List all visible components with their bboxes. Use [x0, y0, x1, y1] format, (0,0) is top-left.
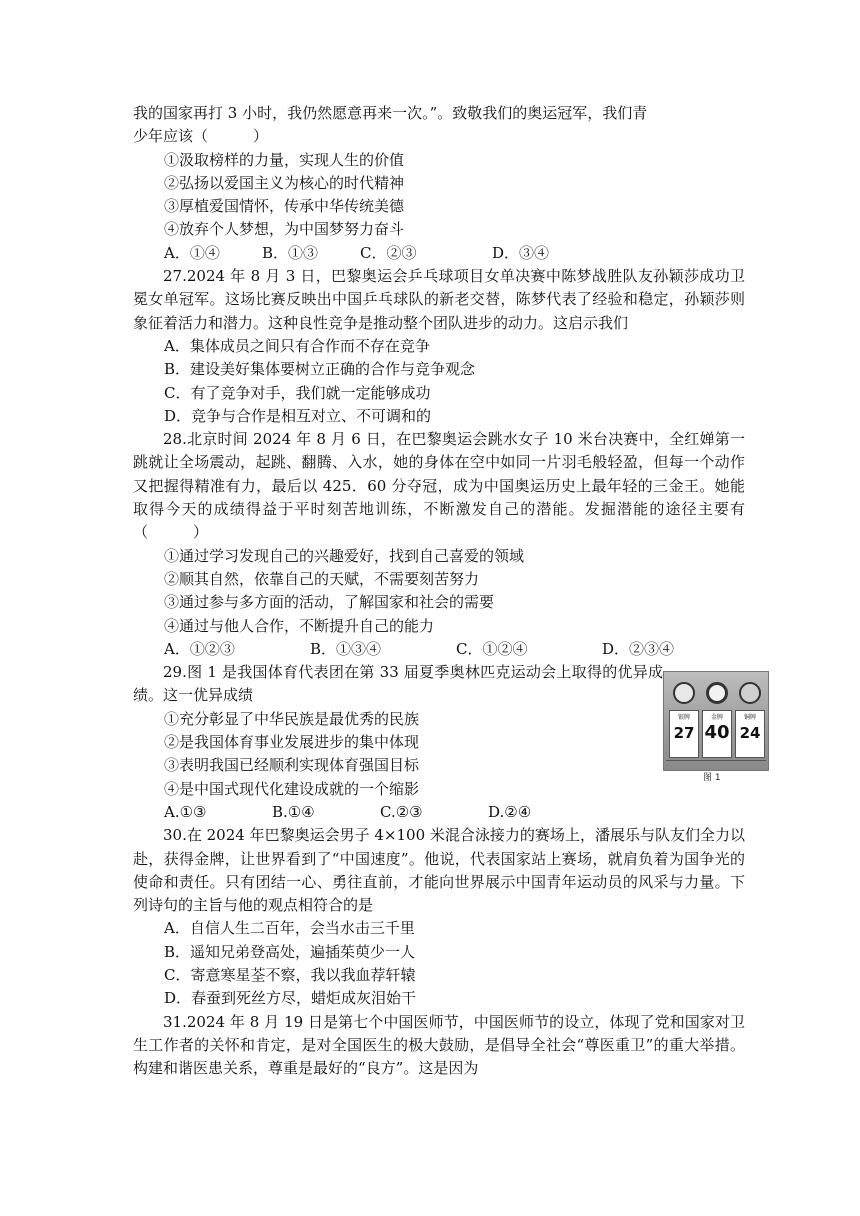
figure-1-caption: 图 1 — [703, 773, 721, 783]
q26-item-4: ④放弃个人梦想，为中国梦努力奋斗 — [164, 220, 405, 239]
silver-medal-count: 27 — [673, 724, 695, 742]
silver-medal-icon — [673, 682, 695, 704]
q27-option-b[interactable]: B．建设美好集体要树立正确的合作与竞争观念 — [164, 360, 476, 379]
q28-item-3: ③通过参与多方面的活动，了解国家和社会的需要 — [164, 593, 495, 612]
q29-stem: 29.图 1 是我国体育代表团在第 33 届夏季奥林匹克运动会上取得的优异成绩。这一优异成绩 — [133, 663, 663, 705]
q30-stem: 30.在 2024 年巴黎奥运会男子 4×100 米混合泳接力的赛场上，潘展乐与队友们全力以赴，获得金牌，让世界看到了“中国速度”。他说，代表国家站上赛场，就肩负着为国争光的使命和责任。只有团结一心、勇往直前，才能向世界展示中国青年运动员的风采与力量。下列诗句的主旨与他的观点相符合的是 — [133, 826, 745, 915]
q26-stem-line1: 我的国家再打 3 小时，我仍然愿意再来一次。”。致敬我们的奥运冠军，我们青 — [133, 104, 648, 122]
q28-item-4: ④通过与他人合作，不断提升自己的能力 — [164, 616, 435, 635]
medal-board-image — [663, 671, 769, 771]
q26-item-2: ②弘扬以爱国主义为核心的时代精神 — [164, 173, 405, 192]
q30-option-a[interactable]: A．自信人生二百年，会当水击三千里 — [164, 919, 415, 938]
silver-medal-tag — [669, 710, 699, 758]
q29-choice-d[interactable]: D.②④ — [488, 802, 532, 821]
q27-stem: 27.2024 年 8 月 3 日，巴黎奥运会乒乓球项目女单决赛中陈梦战胜队友孙颖莎成功卫冕女单冠军。这场比赛反映出中国乒乓球队的新老交替，陈梦代表了经验和稳定，孙颖莎则象征着活力和潜力。这种良性竞争是推动整个团队进步的动力。这启示我们 — [133, 267, 745, 332]
q26-choice-a[interactable]: A．①④ — [164, 243, 220, 262]
q28-choice-c[interactable]: C．①②④ — [456, 639, 528, 658]
q28-stem: 28.北京时间 2024 年 8 月 6 日，在巴黎奥运会跳水女子 10 米台决赛中，全红婵第一跳就让全场震动，起跳、翻腾、入水，她的身体在空中如同一片羽毛般轻盈，但每一个动作又把握得精准有力，最后以 425．60 分夺冠，成为中国奥运历史上最年轻的三金王。她能取得今天的成绩得益于平时刻苦地训练，不断激发自己的潜能。发掘潜能的途径主要有（ ） — [133, 430, 745, 542]
q26-item-1: ①汲取榜样的力量，实现人生的价值 — [164, 150, 405, 169]
q28-choice-d[interactable]: D．②③④ — [602, 639, 675, 658]
q30-option-d[interactable]: D．春蚕到死丝方尽，蜡炬成灰泪始干 — [164, 989, 417, 1008]
gold-medal-count: 40 — [704, 722, 730, 743]
q27-option-c[interactable]: C．有了竞争对手，我们就一定能够成功 — [164, 383, 431, 402]
question-text-block — [133, 102, 745, 1080]
q27-option-a[interactable]: A．集体成员之间只有合作而不存在竞争 — [164, 336, 430, 355]
bronze-medal-count: 24 — [739, 724, 761, 742]
q29-choice-c[interactable]: C.②③ — [380, 802, 423, 821]
q26-choice-b[interactable]: B．①③ — [262, 243, 319, 262]
q30-option-b[interactable]: B．遥知兄弟登高处，遍插茱萸少一人 — [164, 942, 416, 961]
q29-item-1: ①充分彰显了中华民族是最优秀的民族 — [164, 709, 420, 728]
q29-item-3: ③表明我国已经顺利实现体育强国目标 — [164, 756, 420, 775]
bronze-medal-label: 铜牌 — [743, 714, 756, 721]
gold-medal-label: 金牌 — [710, 714, 723, 721]
q29-choice-b[interactable]: B.①④ — [272, 802, 315, 821]
q26-item-3: ③厚植爱国情怀，传承中华传统美德 — [164, 197, 405, 216]
q29-choice-a[interactable]: A.①③ — [164, 802, 207, 821]
q31-stem: 31.2024 年 8 月 19 日是第七个中国医师节，中国医师节的设立，体现了党和国家对卫生工作者的关怀和肯定，是对全国医生的极大鼓励，是倡导全社会“尊医重卫”的重大举措。构建和谐医患关系，尊重是最好的“良方”。这是因为 — [133, 1012, 745, 1078]
gold-medal-icon — [706, 682, 728, 704]
figure-1-medal-tally — [663, 671, 769, 789]
q27-option-d[interactable]: D．竞争与合作是相互对立、不可调和的 — [164, 406, 432, 425]
figure-bottom-strip — [666, 760, 766, 769]
q29-item-2: ②是我国体育事业发展进步的集中体现 — [164, 733, 420, 752]
gold-medal-column — [702, 680, 732, 760]
q29-choices — [133, 801, 745, 824]
q29-item-4: ④是中国式现代化建设成就的一个缩影 — [164, 779, 420, 798]
bronze-medal-icon — [739, 682, 761, 704]
gold-medal-tag — [702, 710, 732, 758]
q26-choices — [133, 242, 745, 265]
q28-item-1: ①通过学习发现自己的兴趣爱好，找到自己喜爱的领域 — [164, 546, 525, 565]
q28-choice-a[interactable]: A．①②③ — [164, 639, 235, 658]
q26-stem-line2: 少年应该（ ） — [133, 127, 269, 146]
bronze-medal-column — [735, 680, 765, 760]
q28-item-2: ②顺其自然，依靠自己的天赋，不需要刻苦努力 — [164, 569, 480, 588]
q30-option-c[interactable]: C．寄意寒星荃不察，我以我血荐轩辕 — [164, 965, 416, 984]
q26-choice-d[interactable]: D．③④ — [492, 243, 550, 262]
q28-choices — [133, 638, 745, 661]
bronze-medal-tag — [735, 710, 765, 758]
silver-medal-label: 银牌 — [677, 714, 690, 721]
q26-choice-c[interactable]: C．②③ — [360, 243, 417, 262]
q28-choice-b[interactable]: B．①③④ — [310, 639, 382, 658]
silver-medal-column — [669, 680, 699, 760]
